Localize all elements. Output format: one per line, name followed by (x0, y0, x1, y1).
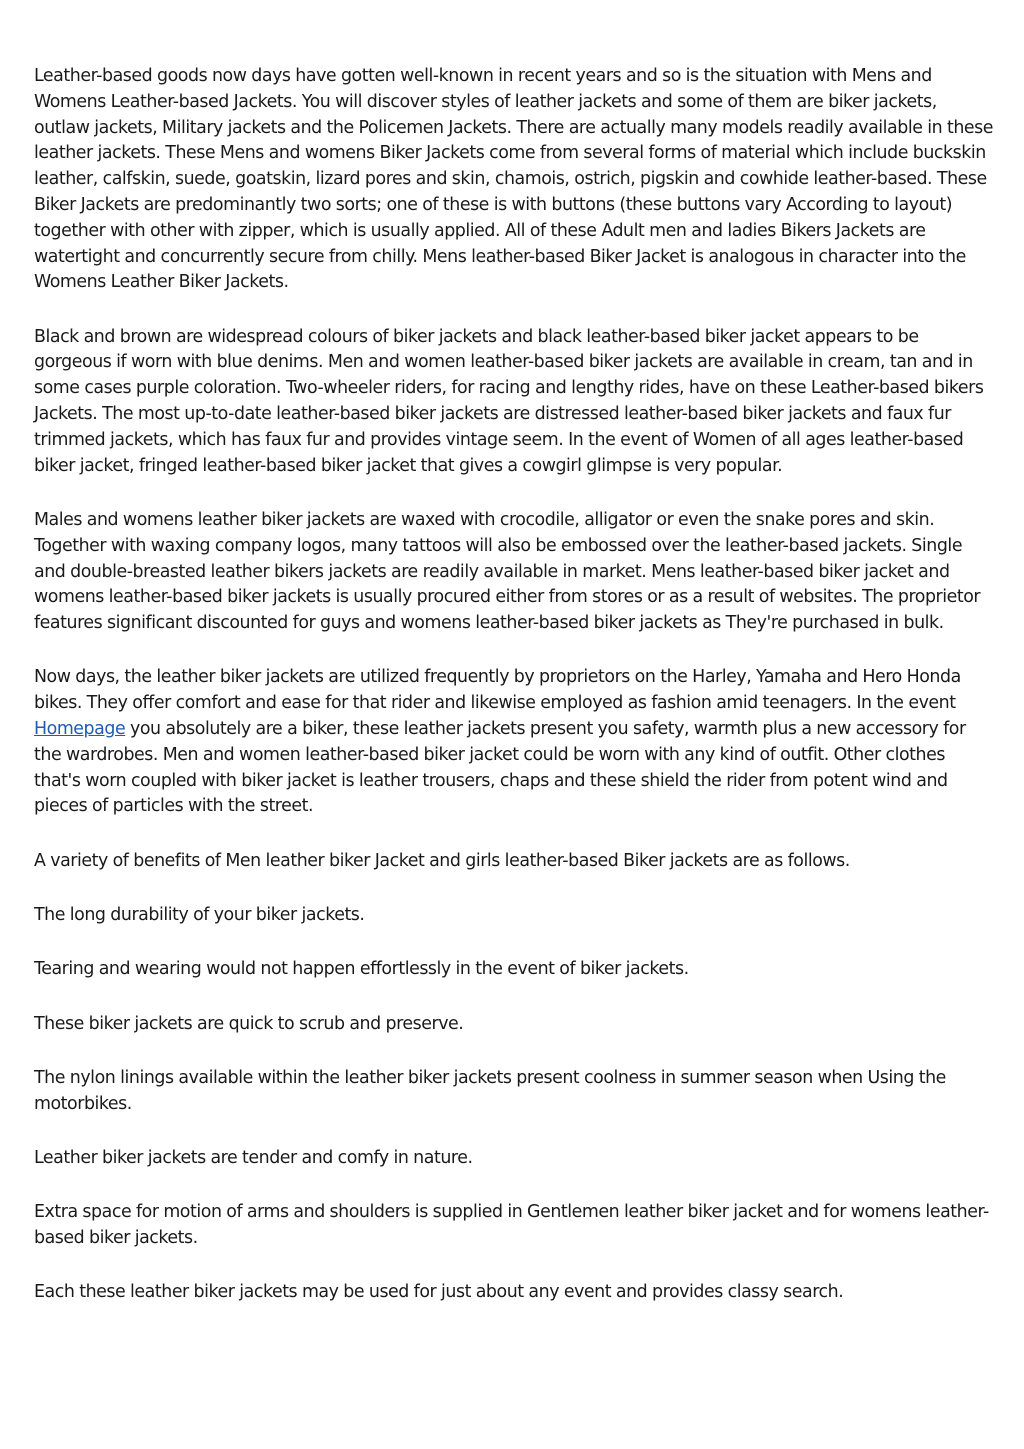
benefits-intro: A variety of benefits of Men leather biker Jacket and girls leather-based Biker jackets are as follows. (34, 850, 850, 871)
benefit-item-comfort: Leather biker jackets are tender and comfy in nature. (34, 1148, 473, 1168)
document-body (34, 64, 994, 1335)
benefit-item-durability: The long durability of your biker jackets. (34, 905, 365, 926)
paragraph-colours: Black and brown are widespread colours of biker jackets and black leather-based biker jacket appears to be gorgeous if worn with blue denims. Men and women leather-based biker jackets are available in cream, tan and in some cases purple coloration. Two-wheeler riders, for racing and lengthy rides, have on these Leather-based bikers Jackets. The most up-to-date leather-based biker jackets are distressed leather-based biker jackets and faux fur trimmed jackets, which has faux fur and provides vintage seem. In the event of Women of all ages leather-based biker jacket, fringed leather-based biker jacket that gives a cowgirl glimpse is very popular. (34, 326, 984, 476)
benefit-item-motion-space: Extra space for motion of arms and shoulders is supplied in Gentlemen leather biker jacket and for womens leather-based biker jackets. (34, 1202, 989, 1249)
benefit-item-nylon-linings: The nylon linings available within the leather biker jackets present coolness in summer season when Using the motorbikes. (34, 1067, 946, 1114)
homepage-link[interactable]: Homepage (34, 719, 126, 740)
paragraph-waxing: Males and womens leather biker jackets are waxed with crocodile, alligator or even the snake pores and skin. Together with waxing company logos, many tattoos will also be embossed over the leather-based jackets. Single and double-breasted leather bikers jackets are readily available in market. Mens leather-based biker jacket and womens leather-based biker jackets is usually procured either from stores or as a result of websites. The proprietor features significant discounted for guys and womens leather-based biker jackets as They're purchased in bulk. (34, 509, 981, 634)
paragraph-usage-text-before: Now days, the leather biker jackets are utilized frequently by proprietors on the Harley, Yamaha and Hero Honda bikes. They offer comfort and ease for that rider and likewise employed as fashion amid teenagers. In the event (34, 667, 961, 714)
paragraph-usage (34, 665, 994, 820)
benefit-item-any-event: Each these leather biker jackets may be used for just about any event and provides classy search. (34, 1282, 844, 1303)
benefit-item-cleaning: These biker jackets are quick to scrub and preserve. (34, 1013, 464, 1034)
paragraph-usage-text-after: you absolutely are a biker, these leather jackets present you safety, warmth plus a new accessory for the wardrobes. Men and women leather-based biker jacket could be worn with any kind of outfit. Other clothes that's worn coupled with biker jacket is leather trousers, chaps and these shield the rider from potent wind and pieces of particles with the street. (34, 719, 966, 817)
paragraph-intro: Leather-based goods now days have gotten well-known in recent years and so is the situation with Mens and Womens Leather-based Jackets. You will discover styles of leather jackets and some of them are biker jackets, outlaw jackets, Military jackets and the Policemen Jackets. There are actually many models readily available in these leather jackets. These Mens and womens Biker Jackets come from several forms of material which include buckskin leather, calfskin, suede, goatskin, lizard pores and skin, chamois, ostrich, pigskin and cowhide leather-based. These Biker Jackets are predominantly two sorts; one of these is with buttons (these buttons vary According to layout) together with other with zipper, which is usually applied. All of these Adult men and ladies Bikers Jackets are watertight and concurrently secure from chilly. Mens leather-based Biker Jacket is analogous in character into the Womens Leather Biker Jackets. (34, 66, 994, 293)
benefit-item-tearing: Tearing and wearing would not happen effortlessly in the event of biker jackets. (34, 959, 689, 980)
